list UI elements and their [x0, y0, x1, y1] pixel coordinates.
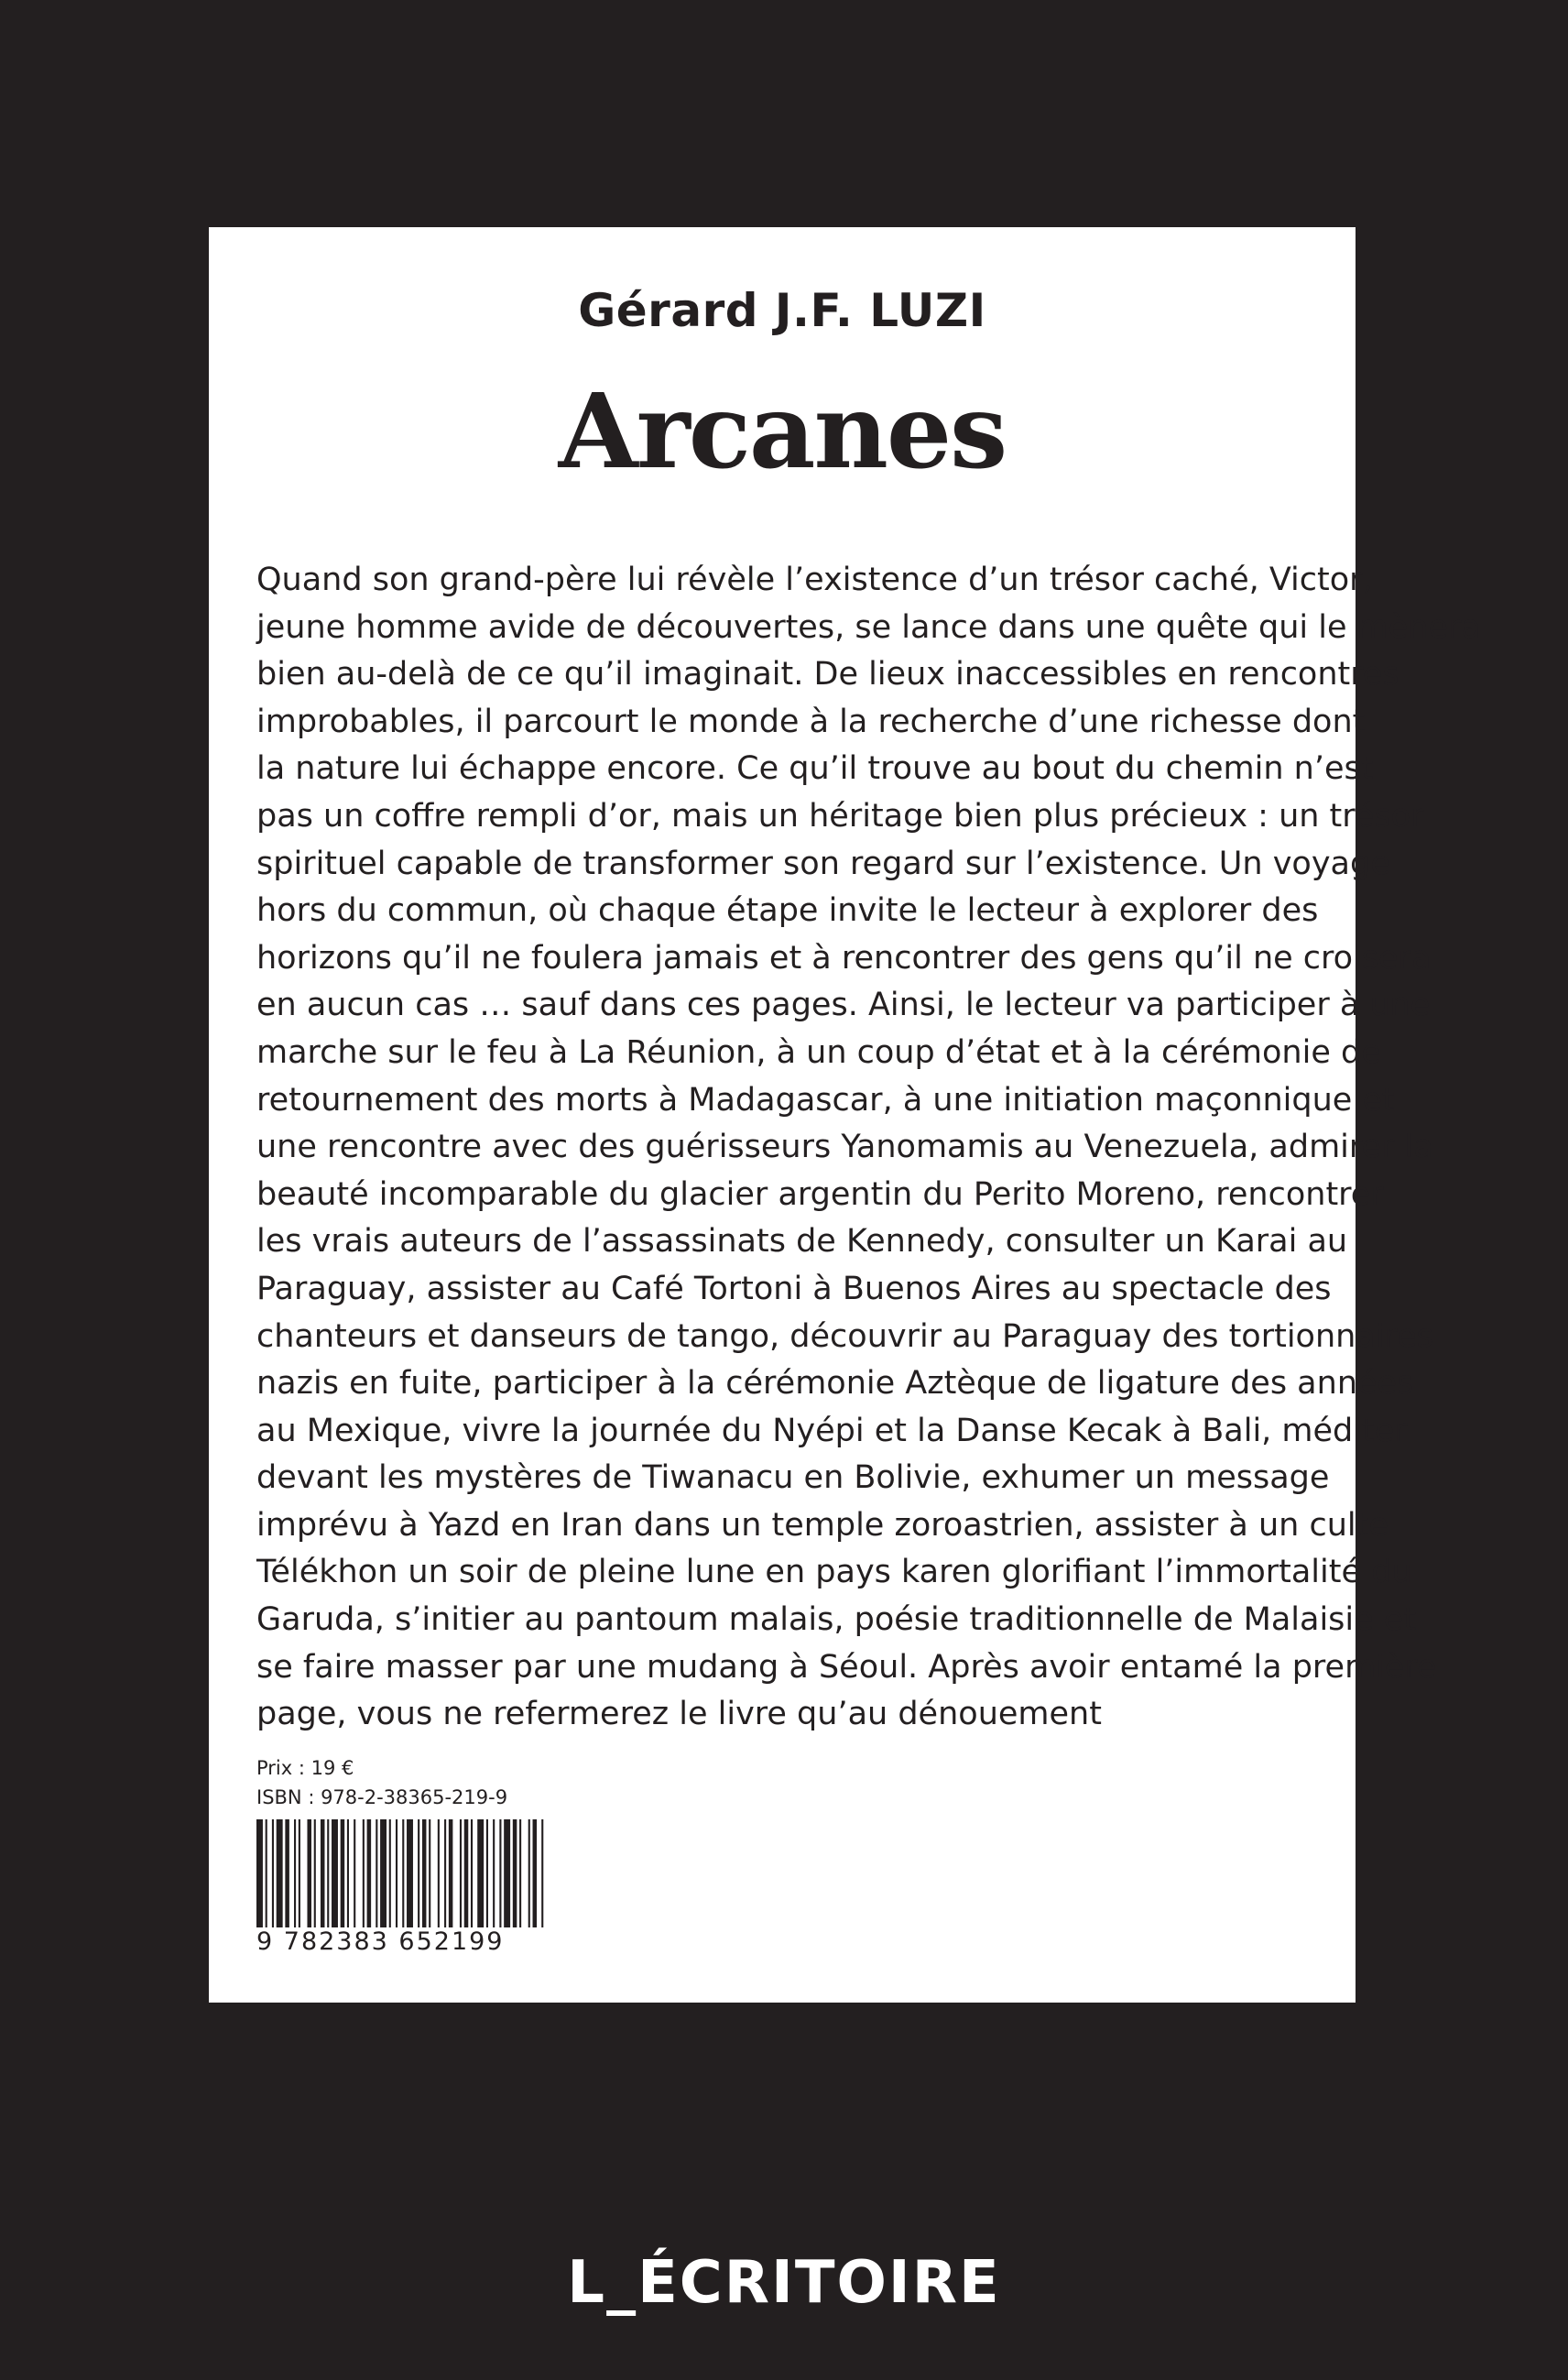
barcode-bar	[256, 1819, 263, 1927]
barcode-bar	[460, 1819, 462, 1927]
blurb-line: pas un coffre rempli d’or, mais un héritage bien plus précieux : un trésor	[256, 797, 1424, 835]
blurb-line: retournement des morts à Madagascar, à une initiation maçonnique et	[256, 1081, 1395, 1119]
blurb-line: horizons qu’il ne foulera jamais et à rencontrer des gens qu’il ne croisera	[256, 939, 1432, 977]
barcode-bar	[285, 1819, 289, 1927]
barcode-bar	[429, 1819, 430, 1927]
blurb-line: Quand son grand-père lui révèle l’existence d’un trésor caché, Victor,	[256, 562, 1373, 598]
barcode-bar	[266, 1819, 267, 1927]
barcode-bar	[438, 1819, 440, 1927]
barcode-bar	[376, 1819, 377, 1927]
book-blurb	[256, 557, 1481, 1739]
blurb-line: en aucun cas … sauf dans ces pages. Ainsi, le lecteur va participer à une	[256, 987, 1431, 1024]
blurb-line: une rencontre avec des guérisseurs Yanomamis au Venezuela, admirer la	[256, 1129, 1433, 1166]
book-title: Arcanes	[558, 372, 1007, 492]
barcode-bar	[272, 1819, 274, 1927]
price-label: Prix : 19 €	[256, 1757, 354, 1779]
barcode-bar	[396, 1819, 397, 1927]
barcode-bar	[449, 1819, 453, 1927]
barcode-bar	[422, 1819, 427, 1927]
barcode-bar	[486, 1819, 488, 1927]
blurb-line: Télékhon un soir de pleine lune en pays karen glorifiant l’immortalité du	[256, 1554, 1412, 1591]
blurb-line: beauté incomparable du glacier argentin du Perito Moreno, rencontrer	[256, 1175, 1384, 1213]
blurb-line: hors du commun, où chaque étape invite le lecteur à explorer des	[256, 892, 1319, 930]
barcode-bar	[407, 1819, 413, 1927]
barcode-bar	[499, 1819, 501, 1927]
blurb-line: jeune homme avide de découvertes, se lance dans une quête qui le mènera	[256, 608, 1481, 646]
barcode-bar	[363, 1819, 365, 1927]
blurb-line: devant les mystères de Tiwanacu en Bolivie, exhumer un message	[256, 1459, 1330, 1497]
barcode-bar	[327, 1819, 329, 1927]
barcode-bar	[402, 1819, 404, 1927]
author-name: Gérard J.F. LUZI	[578, 284, 986, 337]
blurb-line: la nature lui échappe encore. Ce qu’il trouve au bout du chemin n’est	[256, 750, 1374, 788]
barcode-bar	[347, 1819, 349, 1927]
barcode-bar	[504, 1819, 510, 1927]
barcode-bar	[294, 1819, 296, 1927]
blurb-line: se faire masser par une mudang à Séoul. Après avoir entamé la première	[256, 1648, 1437, 1686]
barcode-bar	[354, 1819, 355, 1927]
blurb-line: nazis en fuite, participer à la cérémonie Aztèque de ligature des années	[256, 1365, 1414, 1403]
barcode-bar	[299, 1819, 300, 1927]
blurb-line: bien au-delà de ce qu’il imaginait. De lieux inaccessibles en rencontres	[256, 656, 1399, 693]
blurb-line: marche sur le feu à La Réunion, à un coup d’état et à la cérémonie de	[256, 1033, 1381, 1071]
back-cover-panel	[209, 227, 1481, 2003]
barcode-bar	[533, 1819, 538, 1927]
barcode-bar	[519, 1819, 521, 1927]
barcode-bar	[477, 1819, 484, 1927]
blurb-line: Garuda, s’initier au pantoum malais, poésie traditionnelle de Malaisie et	[256, 1601, 1417, 1639]
barcode-bar	[341, 1819, 345, 1927]
barcode-bar	[444, 1819, 446, 1927]
blurb-line: improbables, il parcourt le monde à la recherche d’une richesse dont	[256, 703, 1366, 740]
blurb-line: les vrais auteurs de l’assassinats de Kennedy, consulter un Karai au	[256, 1223, 1348, 1261]
barcode-bar	[321, 1819, 325, 1927]
barcode-bars	[256, 1819, 546, 1938]
barcode-bar	[493, 1819, 495, 1927]
barcode-bar	[418, 1819, 419, 1927]
blurb-line: imprévu à Yazd en Iran dans un temple zoroastrien, assister à un culte	[256, 1506, 1388, 1544]
barcode-bar	[471, 1819, 473, 1927]
barcode-digits: 9 782383 652199	[256, 1927, 505, 1956]
isbn-barcode	[256, 1819, 546, 1938]
publisher-logo: L_ÉCRITOIRE	[567, 2249, 1001, 2317]
barcode-bar	[277, 1819, 283, 1927]
blurb-line: Paraguay, assister au Café Tortoni à Buenos Aires au spectacle des	[256, 1270, 1332, 1307]
barcode-bar	[307, 1819, 311, 1927]
barcode-bar	[513, 1819, 517, 1927]
blurb-line: chanteurs et danseurs de tango, découvrir au Paraguay des tortionnaires	[256, 1317, 1433, 1355]
barcode-bar	[541, 1819, 543, 1927]
barcode-bar	[367, 1819, 372, 1927]
isbn-label: ISBN : 978-2-38365-219-9	[256, 1786, 508, 1808]
barcode-bar	[380, 1819, 387, 1927]
barcode-bar	[528, 1819, 530, 1927]
blurb-line: au Mexique, vivre la journée du Nyépi et la Danse Kecak à Bali, méditer	[256, 1412, 1408, 1449]
barcode-bar	[332, 1819, 338, 1927]
barcode-bar	[389, 1819, 391, 1927]
blurb-line: page, vous ne refermerez le livre qu’au dénouement	[256, 1696, 1102, 1733]
blurb-line: spirituel capable de transformer son regard sur l’existence. Un voyage	[256, 845, 1390, 882]
barcode-bar	[314, 1819, 316, 1927]
barcode-bar	[464, 1819, 469, 1927]
